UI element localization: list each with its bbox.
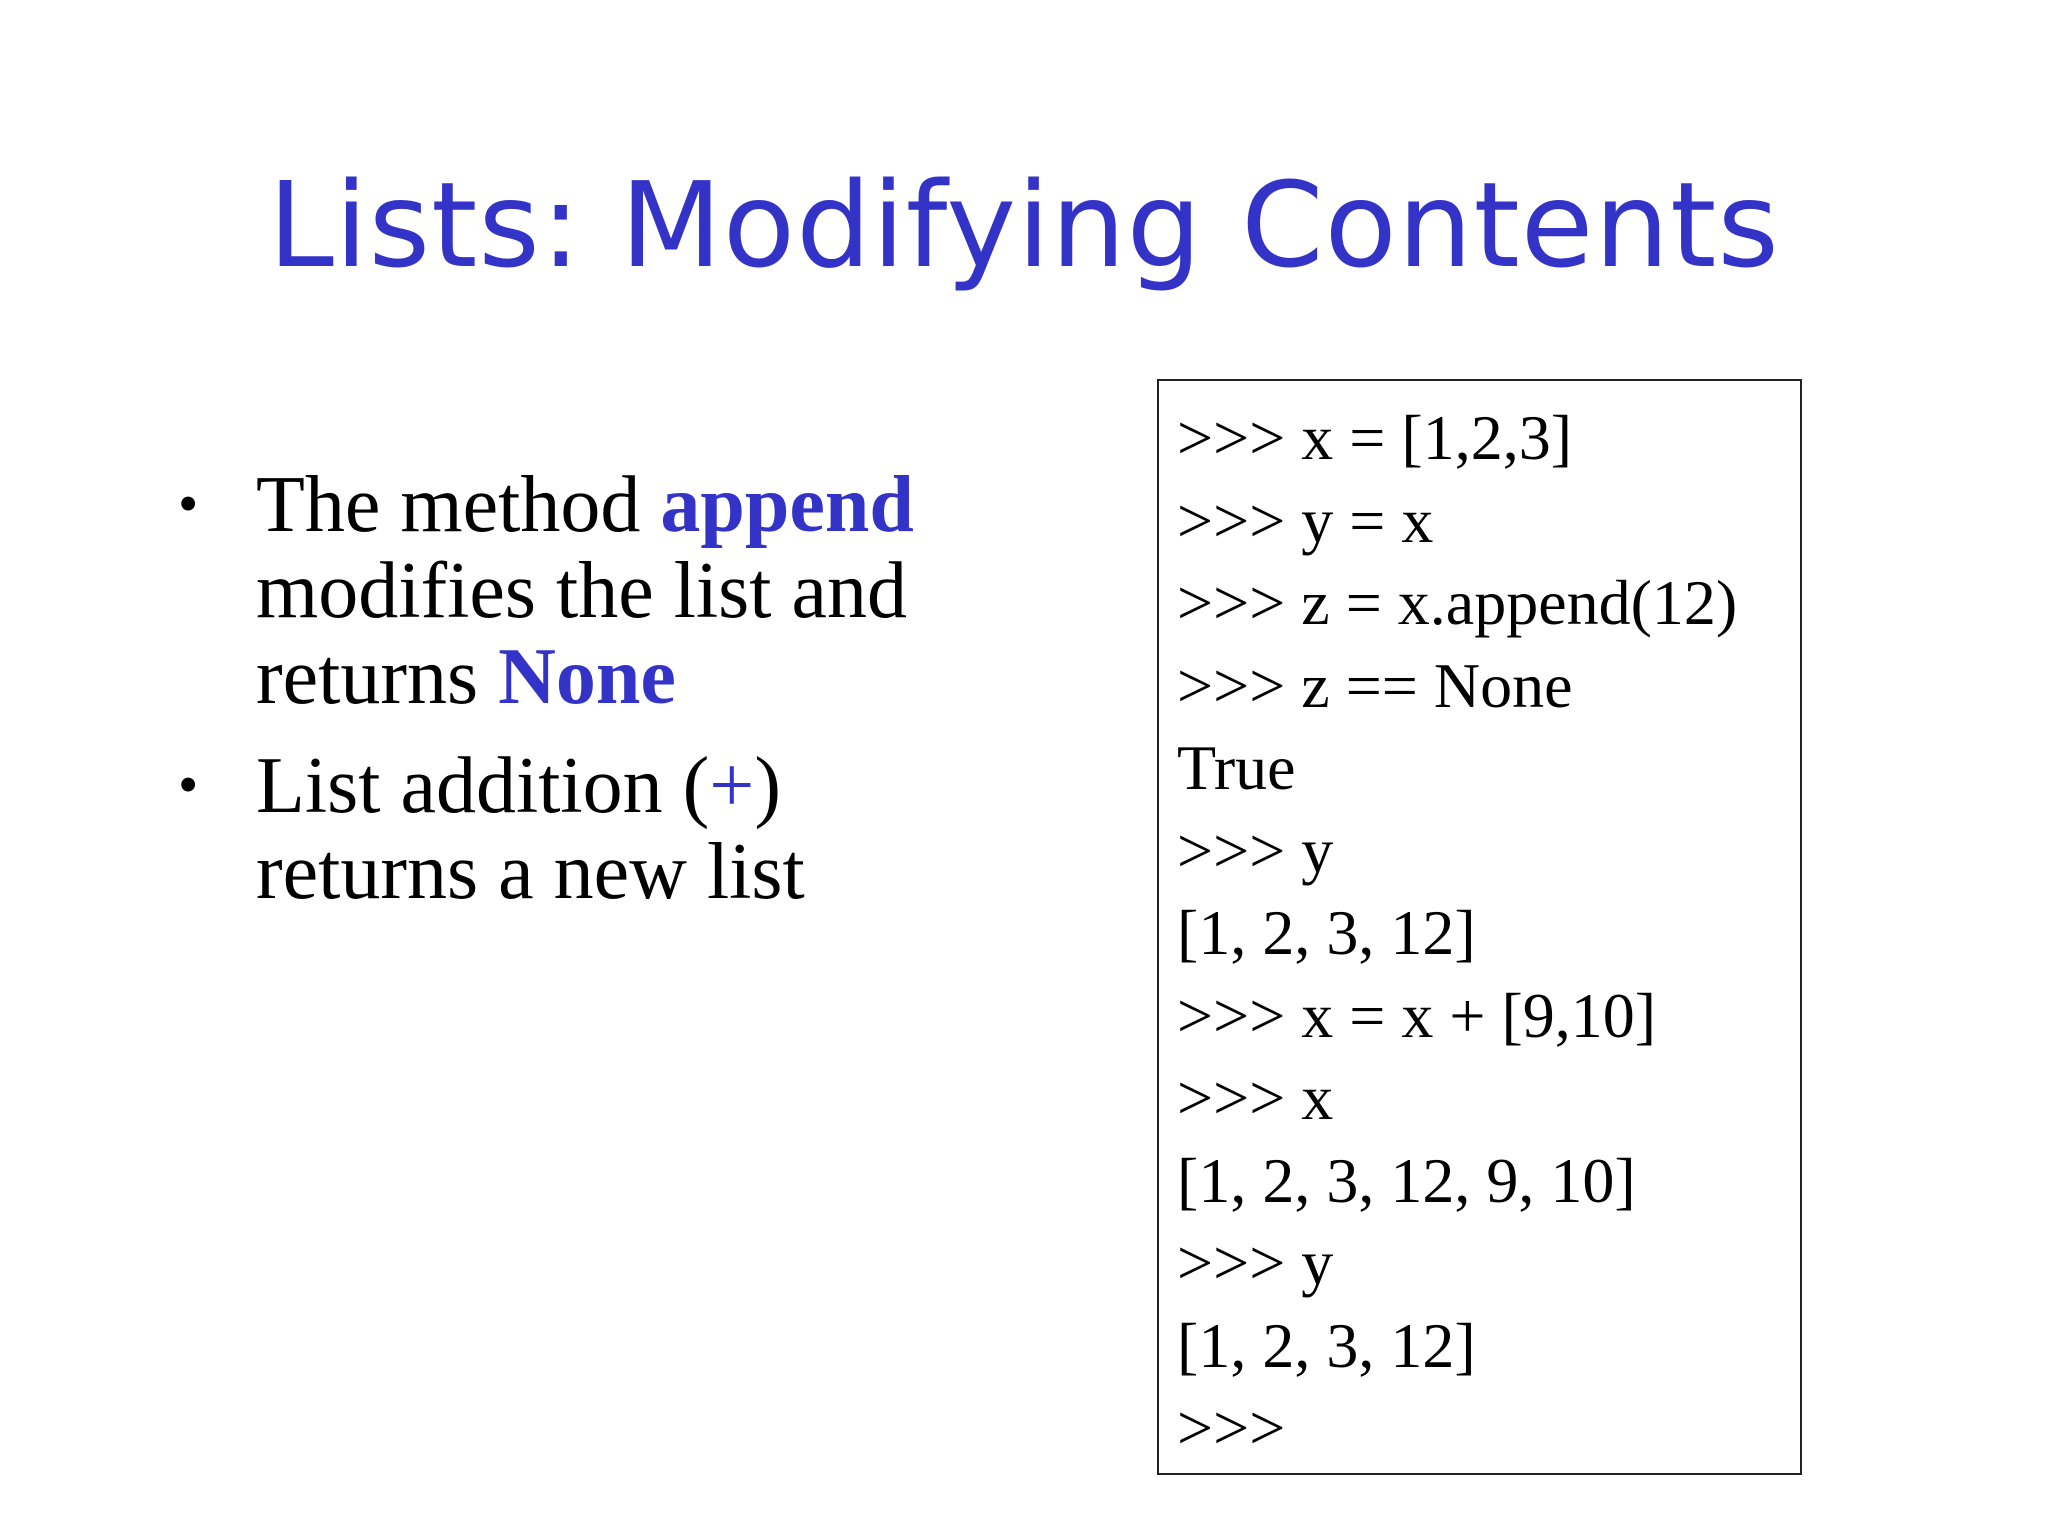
bullet-item-append bbox=[178, 462, 938, 720]
bullet-text: ) returns a new list bbox=[256, 742, 805, 916]
code-prompt: >>> bbox=[1177, 1392, 1286, 1463]
bullet-item-list-addition bbox=[178, 743, 938, 915]
code-line: >>> x bbox=[1177, 1062, 1334, 1133]
code-line: >>> x = x + [9,10] bbox=[1177, 979, 1657, 1051]
code-example-box bbox=[1157, 379, 1802, 1475]
code-output: [1, 2, 3, 12, 9, 10] bbox=[1177, 1144, 1636, 1216]
bullet-text: List addition ( bbox=[256, 742, 710, 830]
operator-plus: + bbox=[709, 742, 755, 830]
code-output: True bbox=[1177, 732, 1296, 803]
bullet-marker: • bbox=[178, 752, 199, 817]
code-output: [1, 2, 3, 12] bbox=[1177, 1309, 1476, 1381]
bullet-text: The method bbox=[256, 461, 661, 549]
keyword-append: append bbox=[660, 461, 914, 549]
code-line: >>> x = [1,2,3] bbox=[1177, 402, 1572, 473]
code-line: >>> z == None bbox=[1177, 649, 1573, 721]
code-output: [1, 2, 3, 12] bbox=[1177, 897, 1476, 968]
slide-title: Lists: Modifying Contents bbox=[268, 156, 1780, 294]
code-line: >>> y = x bbox=[1177, 484, 1434, 556]
code-line: >>> y bbox=[1177, 1227, 1334, 1298]
bullet-list bbox=[178, 462, 938, 938]
code-line: >>> y bbox=[1177, 814, 1334, 886]
keyword-none: None bbox=[498, 633, 676, 721]
bullet-marker: • bbox=[178, 471, 199, 536]
bullet-text: modifies the list and returns bbox=[256, 547, 908, 721]
code-line: >>> z = x.append(12) bbox=[1177, 567, 1738, 638]
